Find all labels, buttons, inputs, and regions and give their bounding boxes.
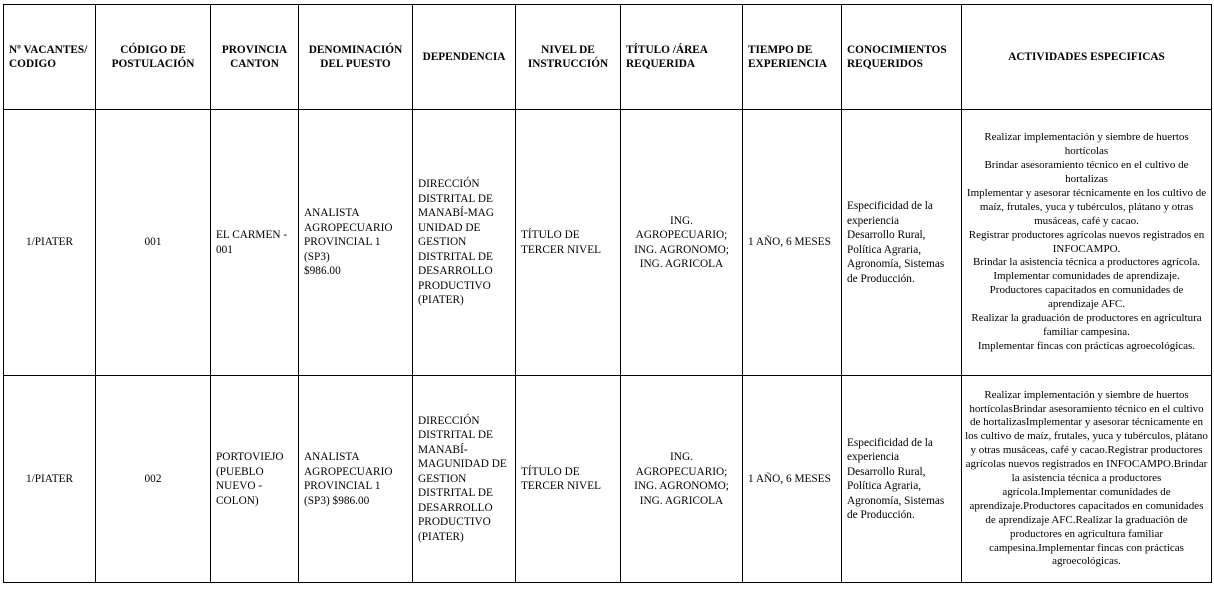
cell-conocimientos: Especificidad de la experiencia Desarrollo Rural, Política Agraria, Agronomía, Sistemas de Producción. <box>842 110 962 376</box>
table-row <box>4 376 1212 583</box>
cell-dependencia: DIRECCIÓN DISTRITAL DE MANABÍ-MAG UNIDAD DE GESTION DISTRITAL DE DESARROLLO PRODUCTIVO (PIATER) <box>413 110 516 376</box>
cell-dependencia: DIRECCIÓN DISTRITAL DE MANABÍ-MAGUNIDAD DE GESTION DISTRITAL DE DESARROLLO PRODUCTIVO (PIATER) <box>413 376 516 583</box>
cell-provincia: EL CARMEN - 001 <box>211 110 299 376</box>
cell-denominacion: ANALISTA AGROPECUARIO PROVINCIAL 1 (SP3) $986.00 <box>299 110 413 376</box>
cell-nivel: TÍTULO DE TERCER NIVEL <box>516 110 621 376</box>
cell-tiempo: 1 AÑO, 6 MESES <box>743 376 842 583</box>
cell-vacantes: 1/PIATER <box>4 376 96 583</box>
cell-conocimientos: Especificidad de la experiencia Desarrollo Rural, Política Agraria, Agronomía, Sistemas de Producción. <box>842 376 962 583</box>
cell-provincia: PORTOVIEJO (PUEBLO NUEVO - COLON) <box>211 376 299 583</box>
cell-titulo: ING. AGROPECUARIO; ING. AGRONOMO; ING. AGRICOLA <box>621 376 743 583</box>
cell-codigo: 002 <box>96 376 211 583</box>
header-conocimientos: CONOCIMIENTOS REQUERIDOS <box>842 5 962 110</box>
header-denominacion: DENOMINACIÓN DEL PUESTO <box>299 5 413 110</box>
header-row <box>4 5 1212 110</box>
header-actividades: ACTIVIDADES ESPECIFICAS <box>962 5 1212 110</box>
header-tiempo: TIEMPO DE EXPERIENCIA <box>743 5 842 110</box>
header-dependencia: DEPENDENCIA <box>413 5 516 110</box>
cell-actividades: Realizar implementación y siembre de huertos hortícolasBrindar asesoramiento técnico en el cultivo de hortalizasImplementar y asesorar técnicamente en los cultivo de maíz, frutales, yuca y tubérculos, plátano y otras musáceas, café y cacao.Registrar productores agrícolas nuevos registrados en INFOCAMPO.Brindar la asistencia técnica a productores agrícola.Implementar comunidades de aprendizaje.Productores capacitados en comunidades de aprendizaje AFC.Realizar la graduación de productores en agricultura familiar campesina.Implementar fincas con prácticas agroecológicas. <box>962 376 1212 583</box>
header-vacantes: Nº VACANTES/ CODIGO <box>4 5 96 110</box>
table-row <box>4 110 1212 376</box>
vacancies-table <box>3 4 1212 583</box>
header-provincia: PROVINCIA CANTON <box>211 5 299 110</box>
cell-denominacion: ANALISTA AGROPECUARIO PROVINCIAL 1 (SP3) $986.00 <box>299 376 413 583</box>
cell-titulo: ING. AGROPECUARIO; ING. AGRONOMO; ING. AGRICOLA <box>621 110 743 376</box>
header-nivel: NIVEL DE INSTRUCCIÓN <box>516 5 621 110</box>
cell-nivel: TÍTULO DE TERCER NIVEL <box>516 376 621 583</box>
cell-codigo: 001 <box>96 110 211 376</box>
cell-vacantes: 1/PIATER <box>4 110 96 376</box>
cell-tiempo: 1 AÑO, 6 MESES <box>743 110 842 376</box>
cell-actividades: Realizar implementación y siembre de huertos hortícolas Brindar asesoramiento técnico en el cultivo de hortalizas Implementar y asesorar técnicamente en los cultivo de maíz, frutales, yuca y tubérculos, plátano y otras musáceas, café y cacao. Registrar productores agrícolas nuevos registrados en INFOCAMPO. Brindar la asistencia técnica a productores agrícola. Implementar comunidades de aprendizaje. Productores capacitados en comunidades de aprendizaje AFC. Realizar la graduación de productores en agricultura familiar campesina. Implementar fincas con prácticas agroecológicas. <box>962 110 1212 376</box>
header-codigo: CÓDIGO DE POSTULACIÓN <box>96 5 211 110</box>
header-titulo: TÍTULO /ÁREA REQUERIDA <box>621 5 743 110</box>
